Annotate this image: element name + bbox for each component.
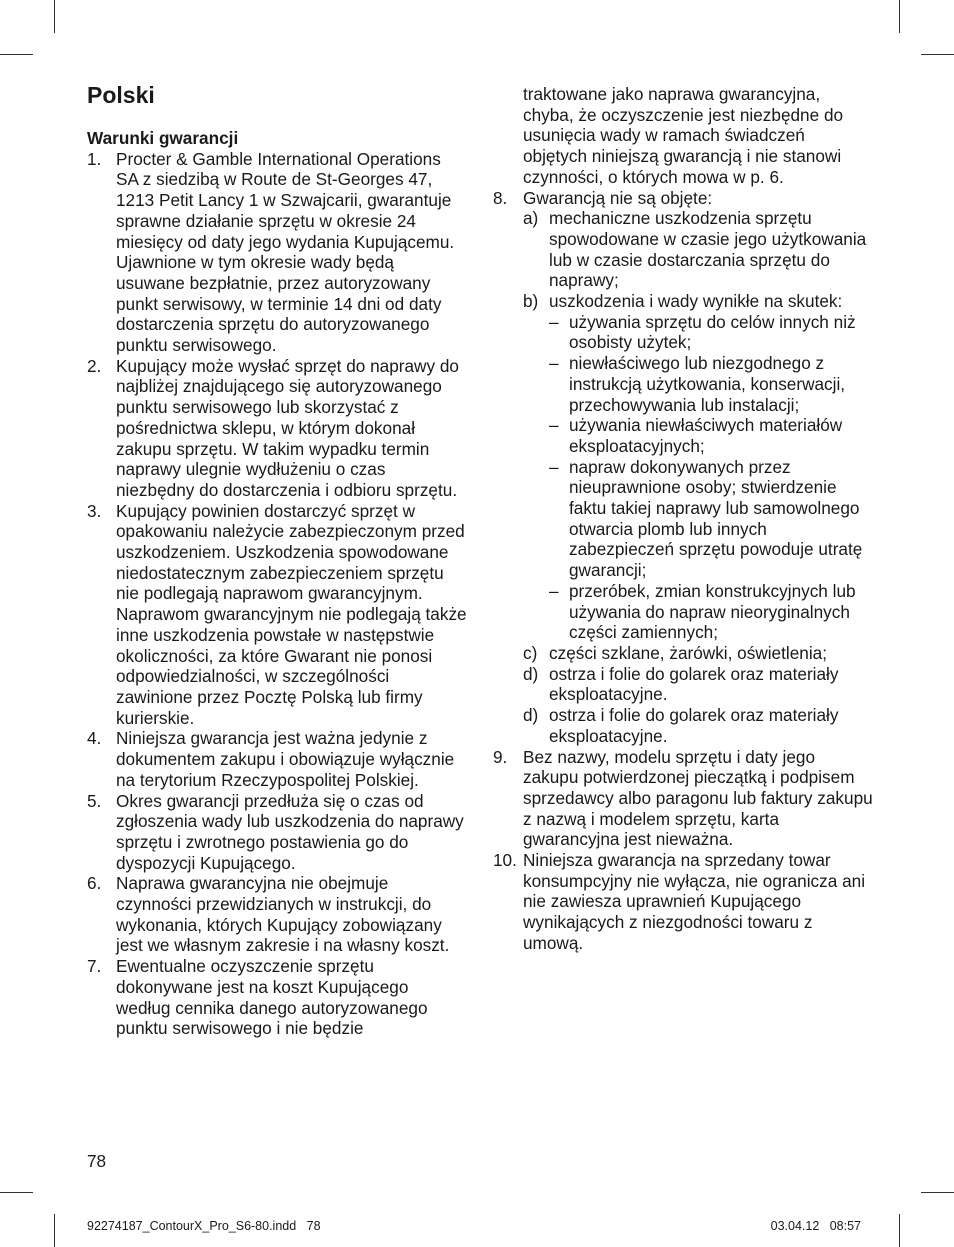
list-item	[493, 188, 873, 747]
item-text: Gwarancją nie są objęte:	[523, 187, 713, 208]
list-item	[87, 956, 467, 1039]
list-item	[87, 356, 467, 501]
dash-mark: –	[549, 580, 559, 601]
dash-item	[549, 312, 873, 353]
item-7-continuation: traktowane jako naprawa gwarancyjna, chyba, że oczyszczenie jest niezbędne do usunięcia wady w ramach świadczeń objętych niniejszą gwarancją i nie stanowi czynności, o których mowa w p. 6.	[523, 84, 844, 187]
dash-text: przeróbek, zmian konstrukcyjnych lub używania do napraw nieoryginalnych części zamiennych;	[569, 580, 856, 643]
dash-item	[549, 457, 873, 581]
right-column	[493, 84, 873, 954]
left-column	[87, 128, 467, 1039]
list-item	[493, 850, 873, 954]
sub-item-text: uszkodzenia i wady wynikłe na skutek:	[549, 291, 843, 312]
list-item	[493, 747, 873, 851]
sub-item-text: ostrza i folie do golarek oraz materiały eksploatacyjne.	[549, 705, 839, 746]
crop-mark	[54, 0, 55, 33]
item-text: Kupujący powinien dostarczyć sprzęt w opakowaniu należycie zabezpieczonym przed uszkodzeniem. Uszkodzenia spowodowane niedostatecznym zabezpieczeniem sprzętu nie podlegają naprawom gwarancyjnym. Naprawom gwarancyjnym nie podlegają także inne uszkodzenia powstałe w następstwie okoliczności, za które Gwarant nie ponosi odpowiedzialności, w szczególności zawinione przez Pocztę Polską lub firmy kurierskie.	[116, 500, 467, 728]
dash-text: niewłaściwego lub niezgodnego z instrukcją użytkowania, konserwacji, przechowywania lub instalacji;	[569, 353, 846, 415]
sub-item-text: ostrza i folie do golarek oraz materiały eksploatacyjne.	[549, 663, 839, 705]
sub-item-text: części szklane, żarówki, oświetlenia;	[549, 642, 827, 663]
item-text: Niniejsza gwarancja jest ważna jedynie z dokumentem zakupu i obowiązuje wyłącznie na terytorium Rzeczypospolitej Polskiej.	[116, 728, 455, 790]
item-number: 3.	[87, 500, 102, 521]
item-text: Kupujący może wysłać sprzęt do naprawy do najbliżej znajdującego się autoryzowanego punktu serwisowego lub skorzystać z pośrednictwa sklepu, w którym dokonał zakupu sprzętu. W takim wypadku termin naprawy ulegnie wydłużeniu o czas niezbędny do dostarczenia i odbioru sprzętu.	[116, 355, 459, 500]
item-text: Bez nazwy, modelu sprzętu i daty jego zakupu potwierdzonej pieczątką i podpisem sprzedawcy albo paragonu lub faktury zakupu z nazwą i modelem sprzętu, karta gwarancyjna jest nieważna.	[523, 746, 873, 850]
crop-mark	[0, 1192, 33, 1193]
sub-item-b	[523, 291, 873, 643]
dash-text: używania niewłaściwych materiałów eksploatacyjnych;	[569, 415, 843, 456]
file-slug: 92274187_ContourX_Pro_S6-80.indd 78	[87, 1219, 321, 1233]
item-number: 4.	[87, 728, 102, 749]
item-number: 10.	[493, 850, 517, 871]
date-slug: 03.04.12 08:57	[770, 1219, 861, 1233]
sub-item-mark: b)	[523, 291, 539, 312]
item-text: Naprawa gwarancyjna nie obejmuje czynności przewidzianych w instrukcji, do wykonania, których Kupujący zobowiązany jest we własnym zakresie i na własny koszt.	[116, 873, 450, 956]
sub-item-text: mechaniczne uszkodzenia sprzętu spowodowane w czasie jego użytkowania lub w czasie dostarczania sprzętu do naprawy;	[549, 208, 867, 291]
sub-item-d	[523, 664, 873, 705]
list-item	[87, 501, 467, 729]
list-item	[87, 791, 467, 874]
dash-text: używania sprzętu do celów innych niż osobisty użytek;	[569, 311, 856, 353]
item-number: 8.	[493, 187, 508, 208]
item-number: 9.	[493, 746, 508, 767]
list-item	[87, 149, 467, 356]
sub-item-c	[523, 643, 873, 664]
sub-item-a	[523, 208, 873, 291]
dash-item	[549, 581, 873, 643]
item-text: Niniejsza gwarancja na sprzedany towar konsumpcyjny nie wyłącza, nie ogranicza ani nie zawiesza uprawnień Kupującego wynikających z niezgodności towaru z umową.	[523, 850, 866, 953]
item-text: Procter & Gamble International Operations SA z siedzibą w Route de St-Georges 47, 1213 Petit Lancy 1 w Szwajcarii, gwarantuje sprawne działanie sprzętu w okresie 24 miesięcy od daty jego wydania Kupującemu. Ujawnione w tym okresie wady będą usuwane bezpłatnie, przez autoryzowany punkt serwisowy, w terminie 14 dni od daty dostarczenia sprzętu do autoryzowanego punktu serwisowego.	[116, 148, 455, 356]
crop-mark	[54, 1214, 55, 1247]
dash-mark: –	[549, 415, 559, 436]
sub-item-mark: a)	[523, 208, 539, 229]
sub-item-mark: d)	[523, 705, 539, 726]
item-number: 5.	[87, 790, 102, 811]
dash-mark: –	[549, 311, 559, 332]
item-number: 6.	[87, 873, 102, 894]
dash-mark: –	[549, 353, 559, 374]
sub-item-mark: d)	[523, 663, 539, 684]
item-text: Okres gwarancji przedłuża się o czas od zgłoszenia wady lub uszkodzenia do naprawy sprzętu i zwrotnego postawienia go do dyspozycji Kupującego.	[116, 790, 464, 873]
dash-item	[549, 415, 873, 456]
crop-mark	[921, 54, 954, 55]
dash-text: napraw dokonywanych przez nieuprawnione osoby; stwierdzenie faktu takiej naprawy lub samowolnego otwarcia plomb lub innych zabezpieczeń sprzętu powoduje utratę gwarancji;	[569, 456, 863, 581]
sub-item-mark: c)	[523, 642, 538, 663]
item-number: 7.	[87, 956, 102, 977]
page-number: 78	[87, 1151, 107, 1171]
dash-item	[549, 353, 873, 415]
item-number: 1.	[87, 148, 102, 169]
crop-mark	[899, 1214, 900, 1247]
dash-mark: –	[549, 456, 559, 477]
list-item	[87, 873, 467, 956]
sub-item-d	[523, 705, 873, 746]
section-title: Warunki gwarancji	[87, 128, 239, 148]
item-number: 2.	[87, 355, 102, 376]
crop-mark	[899, 0, 900, 33]
item-text: Ewentualne oczyszczenie sprzętu dokonywane jest na koszt Kupującego według cennika danego autoryzowanego punktu serwisowego i nie będzie	[116, 956, 428, 1039]
page-title: Polski	[87, 82, 155, 108]
crop-mark	[0, 54, 33, 55]
crop-mark	[921, 1192, 954, 1193]
list-item	[87, 728, 467, 790]
